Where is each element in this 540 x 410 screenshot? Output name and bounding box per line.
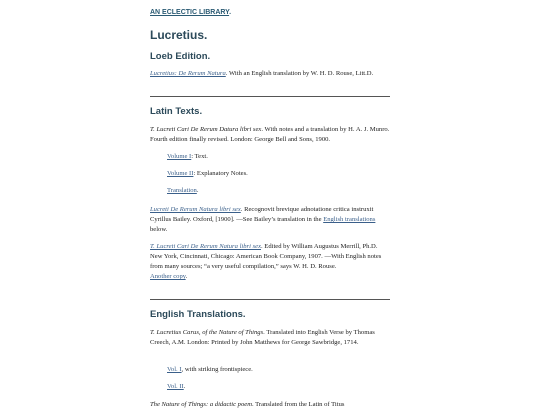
divider (150, 96, 390, 97)
munro-translation: Translation. (167, 187, 199, 194)
munro-entry: T. Lucreti Cari De Rerum Datura libri sex. With notes and a translation by H. A. J. Munro. Fourth edition finally revised. London: George Bell and Sons, 1900. (150, 126, 390, 143)
english-translations-link[interactable]: English translations (323, 216, 376, 223)
another-copy-link[interactable]: Another copy (150, 273, 186, 280)
munro-translation-link[interactable]: Translation (167, 187, 197, 194)
munro-volume-1-link[interactable]: Volume I (167, 153, 192, 160)
site-title: AN ECLECTIC LIBRARY. (150, 9, 232, 16)
loeb-entry: Lucretius: De Rerum Natura. With an English translation by W. H. D. Rouse, Litt.D. (150, 70, 374, 77)
divider (150, 299, 390, 300)
site-home-link[interactable]: AN ECLECTIC LIBRARY (150, 9, 230, 16)
creech-entry: T. Lucretius Carus, of the Nature of Things. Translated into English Verse by Thomas Creech, A.M. London: Printed by John Matthews for George Sawbridge, 1714. (150, 329, 375, 346)
page-title: Lucretius. (150, 28, 208, 42)
section-heading-english: English Translations. (150, 309, 246, 320)
creech-volume-2: Vol. II. (167, 383, 186, 390)
munro-volume-2: Volume II: Explanatory Notes. (167, 170, 248, 177)
merrill-link[interactable]: T. Lucreti Cari De Rerum Natura libri sex (150, 243, 261, 250)
bailey-link[interactable]: Lucreti De Rerum Natura libri sex (150, 206, 241, 213)
loeb-link[interactable]: Lucretius: De Rerum Natura (150, 70, 226, 77)
munro-volume-2-link[interactable]: Volume II (167, 170, 194, 177)
bailey-entry: Lucreti De Rerum Natura libri sex. Recognovit brevique adnotatione critica instruxit Cyrillus Bailey. Oxford, [1900]. —See Bailey’s translation in the English translations below. (150, 206, 376, 233)
creech-volume-1: Vol. I, with striking frontispiece. (167, 366, 253, 373)
munro-volume-1: Volume I: Text. (167, 153, 208, 160)
creech-volume-2-link[interactable]: Vol. II (167, 383, 184, 390)
section-heading-loeb: Loeb Edition. (150, 51, 211, 62)
section-heading-latin: Latin Texts. (150, 106, 203, 117)
merrill-entry: T. Lucreti Cari De Rerum Natura libri sex. Edited by William Augustus Merrill, Ph.D. New York, Cincinnati, Chicago: American Book Company, 1907. —With English notes from many sources; “a very useful compilation,” says W. H. D. Rouse. Another copy. (150, 243, 382, 280)
creech-volume-1-link[interactable]: Vol. I (167, 366, 182, 373)
nature-of-things-entry: The Nature of Things: a didactic poem. Translated from the Latin of Titus (150, 401, 345, 408)
